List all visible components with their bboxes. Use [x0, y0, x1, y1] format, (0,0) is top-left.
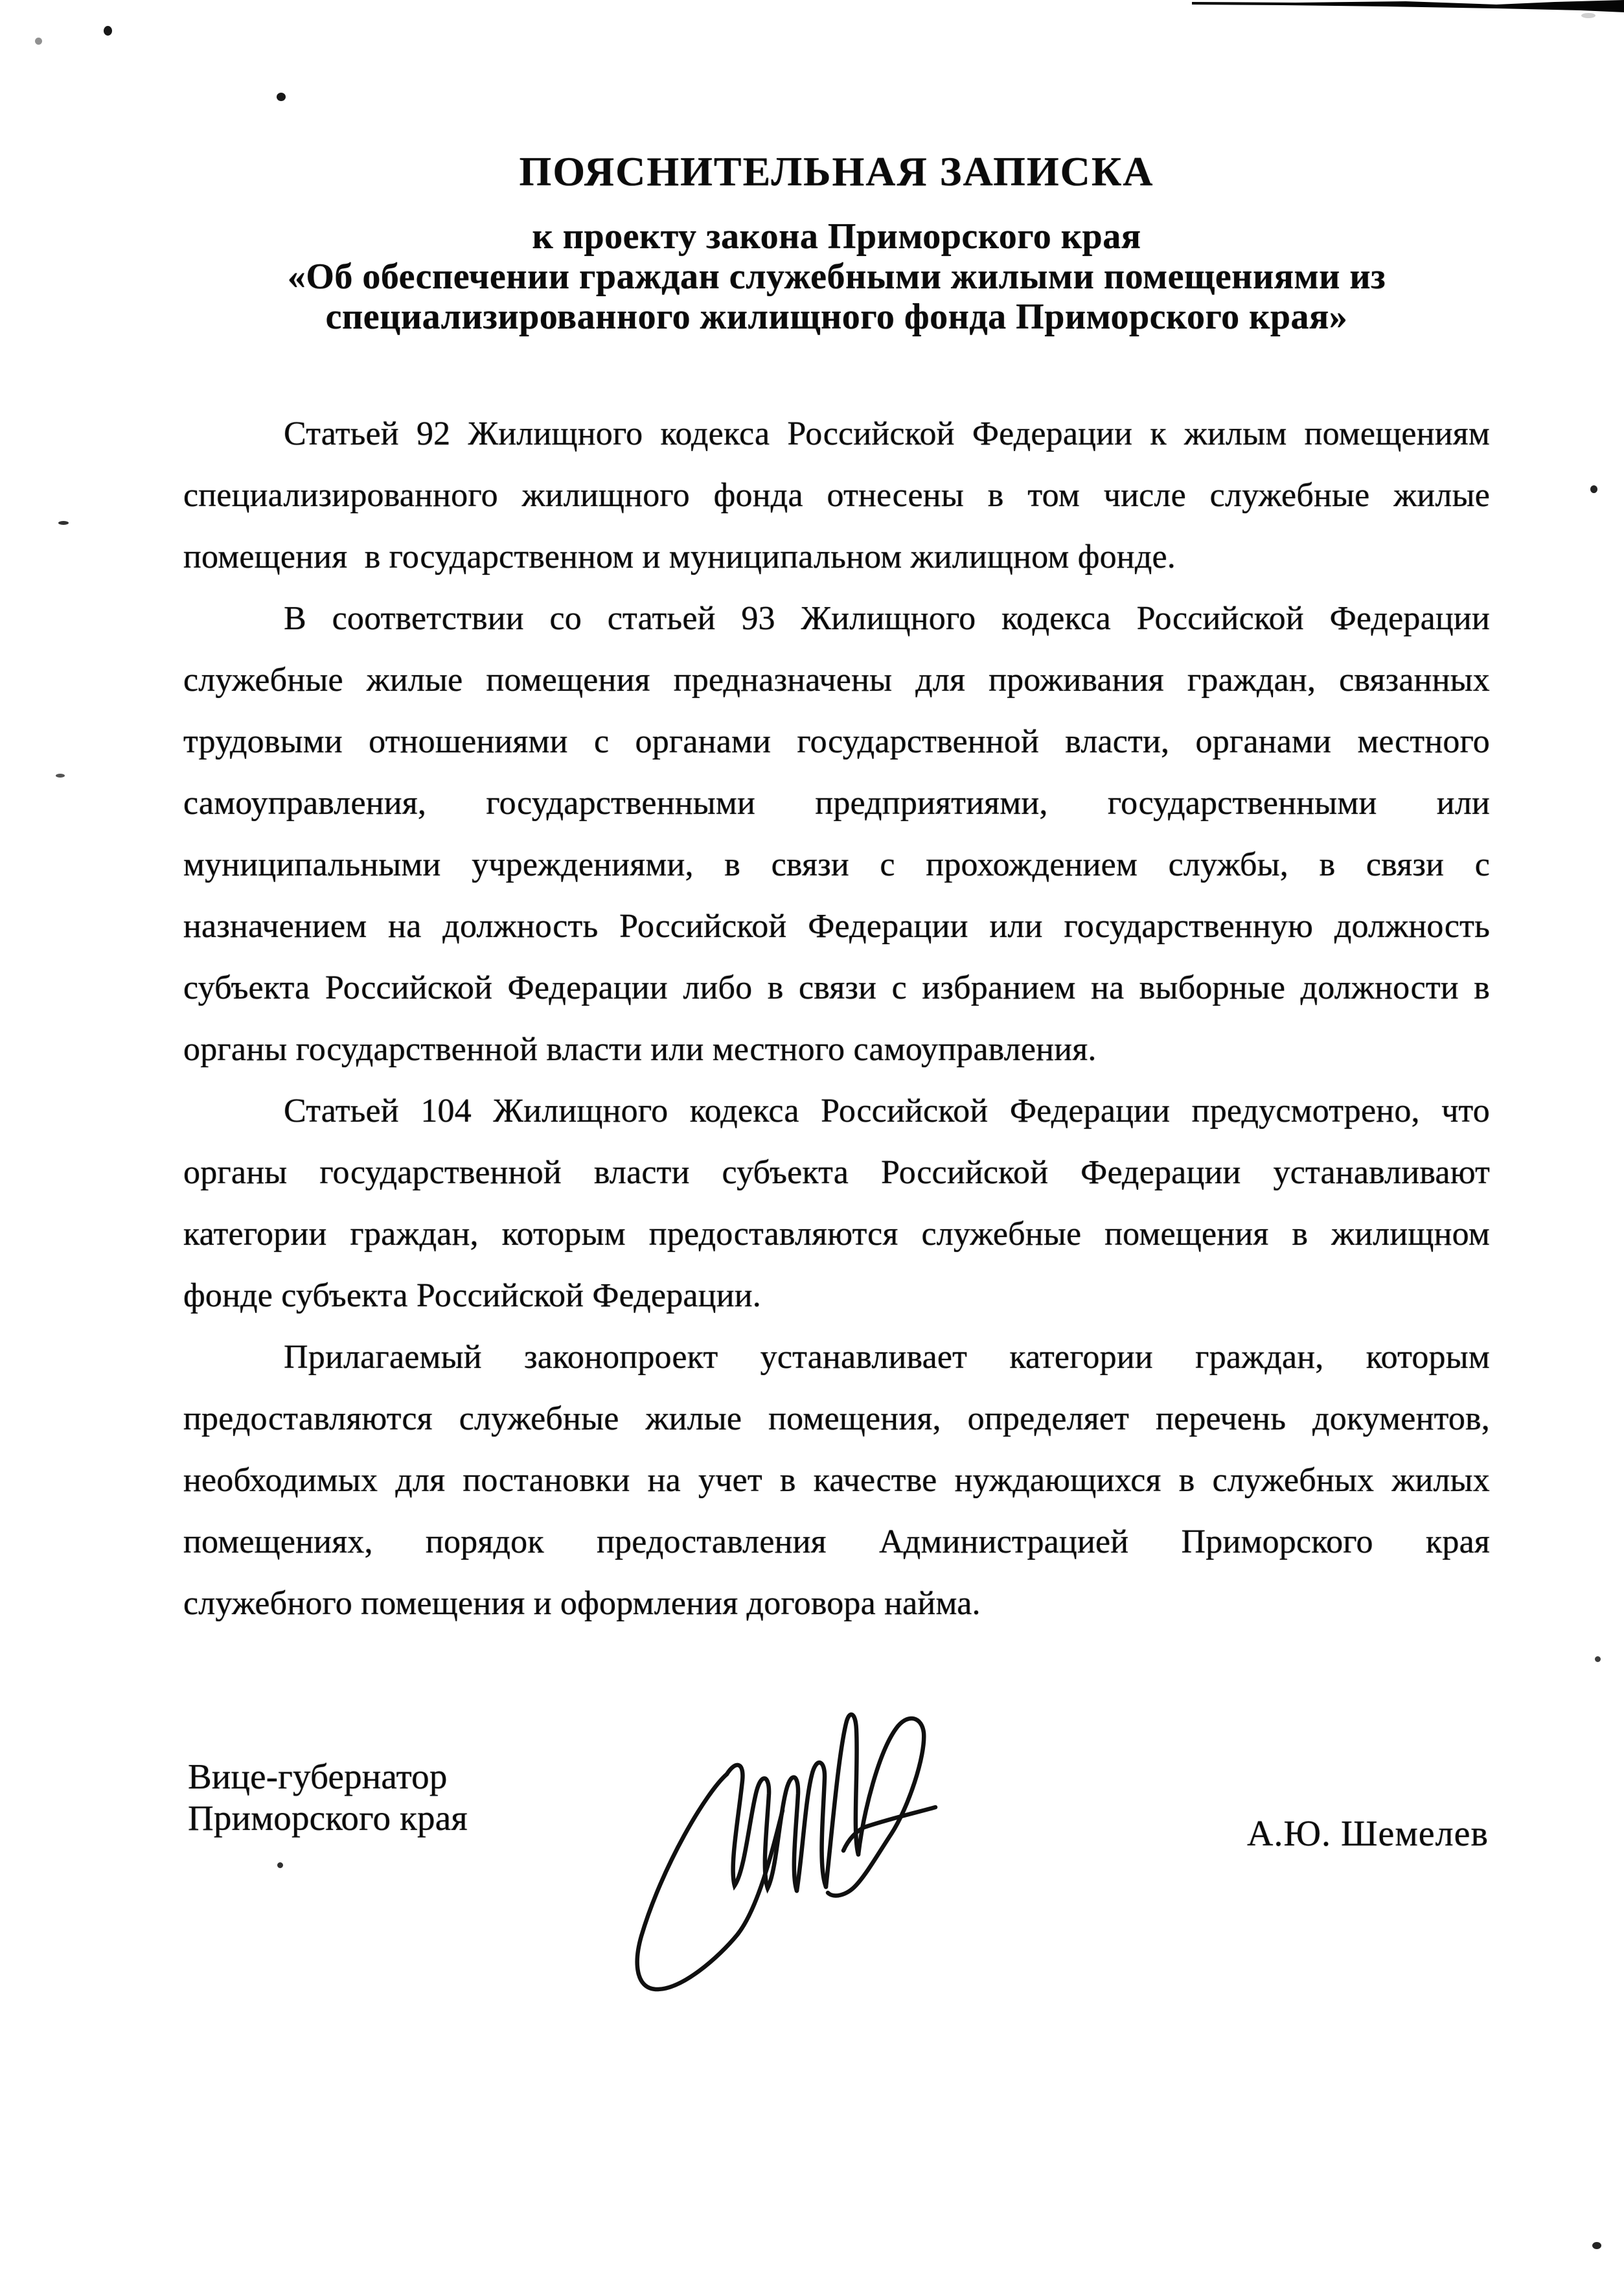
- body-line: органы государственной власти субъекта Российской Федерации устанавливают: [183, 1154, 1490, 1191]
- subtitle-line: «Об обеспечении граждан служебными жилыми помещениями из: [287, 257, 1386, 297]
- paragraph: [183, 588, 1490, 1080]
- scan-speck: [277, 1862, 283, 1868]
- scan-speck: [1592, 2242, 1601, 2249]
- body-line: помещениях, порядок предоставления Администрацией Приморского края: [183, 1523, 1490, 1560]
- body-line: Статьей 104 Жилищного кодекса Российской Федерации предусмотрено, что: [284, 1092, 1490, 1129]
- body-line: предоставляются служебные жилые помещения, определяет перечень документов,: [183, 1400, 1490, 1437]
- scan-speck: [1595, 1656, 1601, 1662]
- subtitle-line: специализированного жилищного фонда Приморского края»: [325, 297, 1348, 337]
- body-line: самоуправления, государственными предприятиями, государственными или: [183, 785, 1490, 822]
- paragraph: [183, 1326, 1490, 1634]
- page-title: ПОЯСНИТЕЛЬНАЯ ЗАПИСКА: [519, 148, 1154, 194]
- signer-name: А.Ю. Шемелев: [1247, 1814, 1489, 1854]
- body-text: [183, 403, 1490, 1634]
- signer-title: [188, 1756, 468, 1839]
- body-line: В соответствии со статьей 93 Жилищного кодекса Российской Федерации: [284, 600, 1490, 637]
- body-line: категории граждан, которым предоставляются служебные помещения в жилищном: [183, 1216, 1490, 1253]
- scan-speck: [277, 93, 286, 101]
- handwritten-signature-icon: [602, 1658, 965, 2020]
- body-line: специализированного жилищного фонда отнесены в том числе служебные жилые: [183, 477, 1490, 514]
- body-line: органы государственной власти или местного самоуправления.: [183, 1031, 1097, 1068]
- body-line: необходимых для постановки на учет в качестве нуждающихся в служебных жилых: [183, 1462, 1490, 1499]
- paragraph: [183, 1080, 1490, 1326]
- scan-speck: [56, 774, 65, 778]
- subtitle: [183, 216, 1490, 337]
- body-line: Прилагаемый законопроект устанавливает категории граждан, которым: [284, 1339, 1490, 1376]
- body-line: помещения в государственном и муниципальном жилищном фонде.: [183, 538, 1176, 575]
- scan-speck: [1590, 485, 1597, 493]
- paragraph: [183, 403, 1490, 588]
- body-line: Статьей 92 Жилищного кодекса Российской Федерации к жилым помещениям: [284, 415, 1490, 452]
- body-line: служебные жилые помещения предназначены для проживания граждан, связанных: [183, 662, 1490, 699]
- body-line: фонде субъекта Российской Федерации.: [183, 1277, 761, 1314]
- subtitle-line: к проекту закона Приморского края: [532, 216, 1141, 257]
- scan-speck: [58, 521, 69, 525]
- body-line: трудовыми отношениями с органами государственной власти, органами местного: [183, 723, 1490, 760]
- document-header: [183, 148, 1490, 337]
- signer-title-line: Вице-губернатор: [188, 1757, 448, 1796]
- scan-speck: [104, 26, 112, 36]
- body-line: назначением на должность Российской Федерации или государственную должность: [183, 908, 1490, 945]
- scan-speck: [35, 38, 42, 45]
- body-line: служебного помещения и оформления договора найма.: [183, 1585, 981, 1622]
- scan-artifact-bar: [1192, 0, 1624, 22]
- body-line: субъекта Российской Федерации либо в связи с избранием на выборные должности в: [183, 969, 1490, 1006]
- body-line: муниципальными учреждениями, в связи с прохождением службы, в связи с: [183, 846, 1490, 883]
- signer-title-line: Приморского края: [188, 1798, 468, 1838]
